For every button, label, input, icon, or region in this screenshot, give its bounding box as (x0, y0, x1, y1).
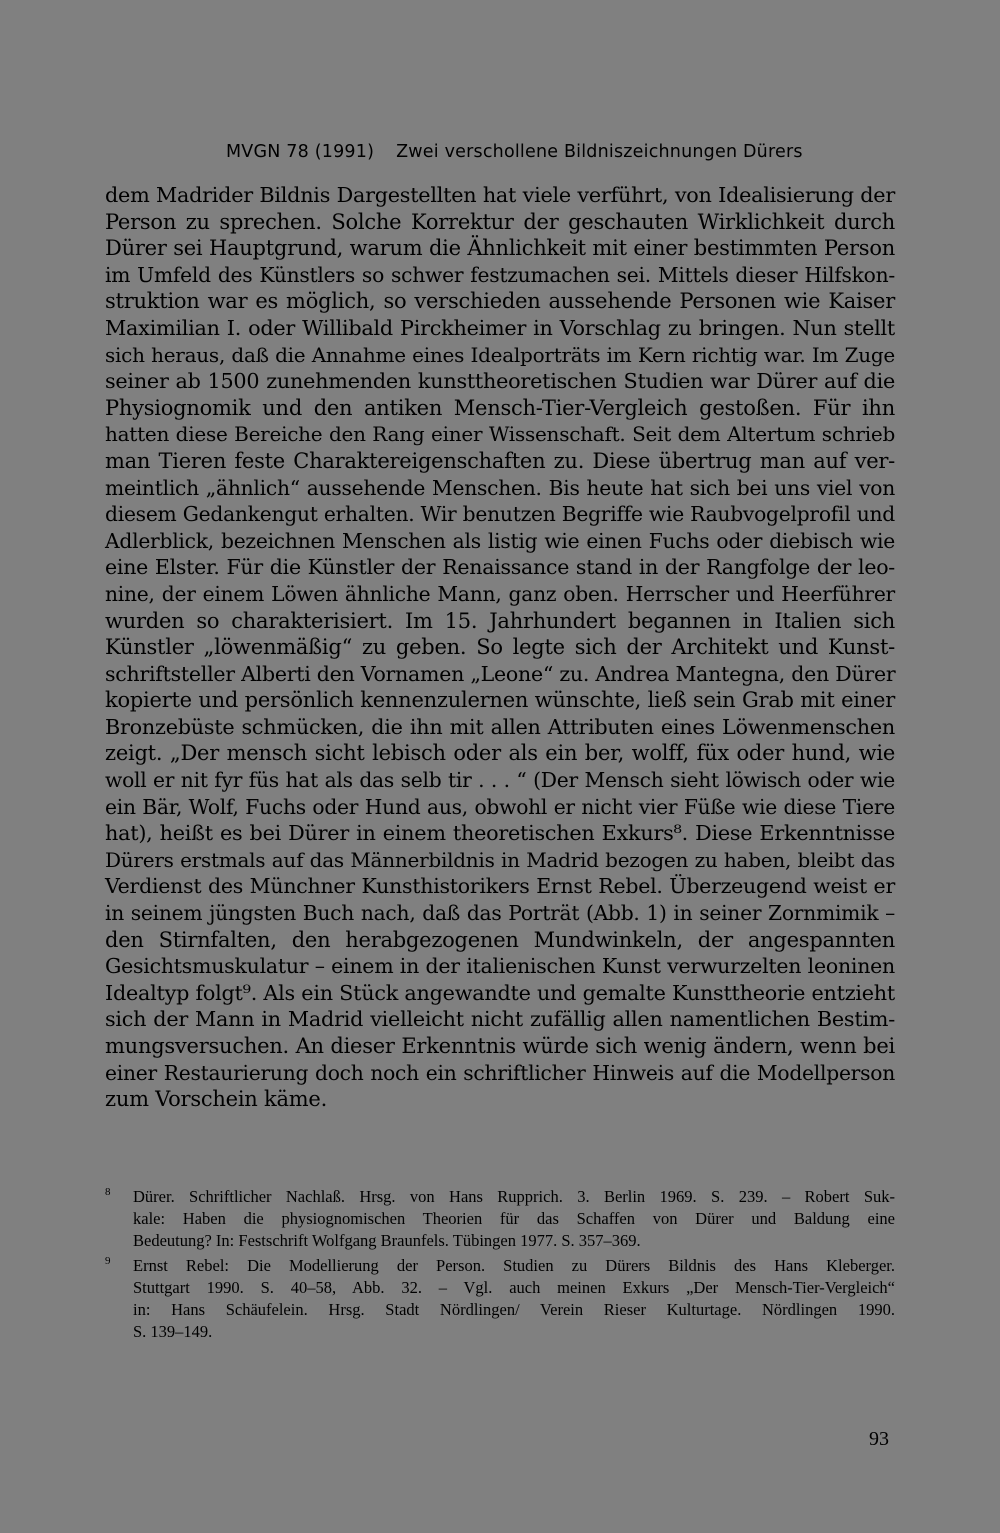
article-title: Zwei verschollene Bildniszeichnungen Dürers (396, 142, 803, 162)
body-line: Maximilian I. oder Willibald Pirckheimer in Vorschlag zu bringen. Nun stellt (105, 315, 895, 340)
body-line: Künstler „löwenmäßig“ zu geben. So legte sich der Architekt und Kunst- (105, 635, 895, 660)
body-line: zum Vorschein käme. (105, 1087, 328, 1112)
body-line: man Tieren feste Charaktereigenschaften zu. Diese übertrug man auf ver- (105, 448, 895, 473)
running-head (226, 142, 803, 162)
body-line: im Umfeld des Künstlers so schwer festzumachen sei. Mittels dieser Hilfskon- (105, 262, 895, 287)
footnote (105, 1255, 895, 1343)
body-line: nine, der einem Löwen ähnliche Mann, ganz oben. Herrscher und Heerführer (105, 581, 895, 606)
body-line: zeigt. „Der mensch sicht lebisch oder als ein ber, wolff, füx oder hund, wie (105, 741, 895, 766)
body-line: einer Restaurierung doch noch ein schriftlicher Hinweis auf die Modellperson (105, 1060, 895, 1085)
body-line: schriftsteller Alberti den Vornamen „Leone“ zu. Andrea Mantegna, den Dürer (105, 661, 896, 686)
body-line: Physiognomik und den antiken Mensch-Tier-Vergleich gestoßen. Für ihn (105, 395, 895, 420)
body-line: meintlich „ähnlich“ aussehende Menschen. Bis heute hat sich bei uns viel von (105, 475, 895, 500)
body-line: Dürer sei Hauptgrund, warum die Ähnlichkeit mit einer bestimmten Person (105, 236, 895, 261)
body-line: hatten diese Bereiche den Rang einer Wissenschaft. Seit dem Altertum schrieb (105, 422, 895, 447)
footnote-line: Stuttgart 1990. S. 40–58, Abb. 32. – Vgl. auch meinen Exkurs „Der Mensch-Tier-Vergleich“ (133, 1278, 895, 1297)
body-line: sich heraus, daß die Annahme eines Idealporträts im Kern richtig war. Im Zuge (105, 342, 895, 367)
body-line: woll er nit fyr füs hat als das selb tir . . . “ (Der Mensch sieht löwisch oder wie (105, 768, 895, 793)
body-line: Bronzebüste schmücken, die ihn mit allen Attributen eines Löwenmenschen (105, 714, 895, 739)
body-line: ein Bär, Wolf, Fuchs oder Hund aus, obwohl er nicht vier Füße wie diese Tiere (105, 794, 895, 819)
footnotes (105, 1186, 895, 1343)
footnote (105, 1186, 895, 1252)
footnote-line: S. 139–149. (133, 1322, 213, 1341)
body-line: struktion war es möglich, so verschieden aussehende Personen wie Kaiser (105, 289, 895, 314)
body-line: mungsversuchen. An dieser Erkenntnis würde sich wenig ändern, wenn bei (105, 1034, 895, 1058)
body-line: den Stirnfalten, den herabgezogenen Mundwinkeln, der angespannten (105, 927, 895, 952)
footnote-mark: 9 (105, 1255, 111, 1267)
body-line: seiner ab 1500 zunehmenden kunsttheoretischen Studien war Dürer auf die (105, 369, 895, 394)
footnote-mark: 8 (105, 1186, 111, 1198)
body-line: Verdienst des Münchner Kunsthistorikers Ernst Rebel. Überzeugend weist er (105, 874, 895, 899)
body-line: dem Madrider Bildnis Dargestellten hat viele verführt, von Idealisierung der (105, 183, 895, 207)
body-line: Gesichtsmuskulatur – einem in der italienischen Kunst verwurzelten leoninen (105, 954, 895, 979)
body-line: hat), heißt es bei Dürer in einem theoretischen Exkurs⁸. Diese Erkenntnisse (105, 821, 895, 846)
footnote-line: Ernst Rebel: Die Modellierung der Person. Studien zu Dürers Bildnis des Hans Kleberger. (133, 1256, 895, 1275)
body-line: in seinem jüngsten Buch nach, daß das Porträt (Abb. 1) in seiner Zornmimik – (105, 901, 895, 926)
body-line: Adlerblick, bezeichnen Menschen als listig wie einen Fuchs oder diebisch wie (105, 528, 895, 553)
footnote-line: in: Hans Schäufelein. Hrsg. Stadt Nördlingen/ Verein Rieser Kulturtage. Nördlingen 1990. (133, 1300, 895, 1319)
body-text (105, 182, 895, 1113)
body-line: Dürers erstmals auf das Männerbildnis in Madrid bezogen zu haben, bleibt das (105, 847, 895, 872)
body-line: diesem Gedankengut erhalten. Wir benutzen Begriffe wie Raubvogelprofil und (105, 502, 895, 527)
body-line: Person zu sprechen. Solche Korrektur der geschauten Wirklichkeit durch (105, 209, 895, 234)
body-line: eine Elster. Für die Künstler der Renaissance stand in der Rangfolge der leo- (105, 555, 895, 580)
body-line: kopierte und persönlich kennenzulernen wünschte, ließ sein Grab mit einer (105, 688, 895, 713)
journal-reference: MVGN 78 (1991) (226, 142, 375, 162)
body-line: wurden so charakterisiert. Im 15. Jahrhundert begannen in Italien sich (105, 608, 895, 633)
footnote-line: Bedeutung? In: Festschrift Wolfgang Braunfels. Tübingen 1977. S. 357–369. (133, 1231, 641, 1250)
footnote-line: kale: Haben die physiognomischen Theorien für das Schaffen von Dürer und Baldung eine (133, 1209, 895, 1228)
body-line: sich der Mann in Madrid vielleicht nicht zufällig allen namentlichen Bestim- (105, 1007, 895, 1032)
page-number: 93 (869, 1428, 889, 1450)
footnote-line: Dürer. Schriftlicher Nachlaß. Hrsg. von Hans Rupprich. 3. Berlin 1969. S. 239. – Robert Suk- (133, 1187, 895, 1206)
body-line: Idealtyp folgt⁹. Als ein Stück angewandte und gemalte Kunsttheorie entzieht (105, 980, 895, 1005)
